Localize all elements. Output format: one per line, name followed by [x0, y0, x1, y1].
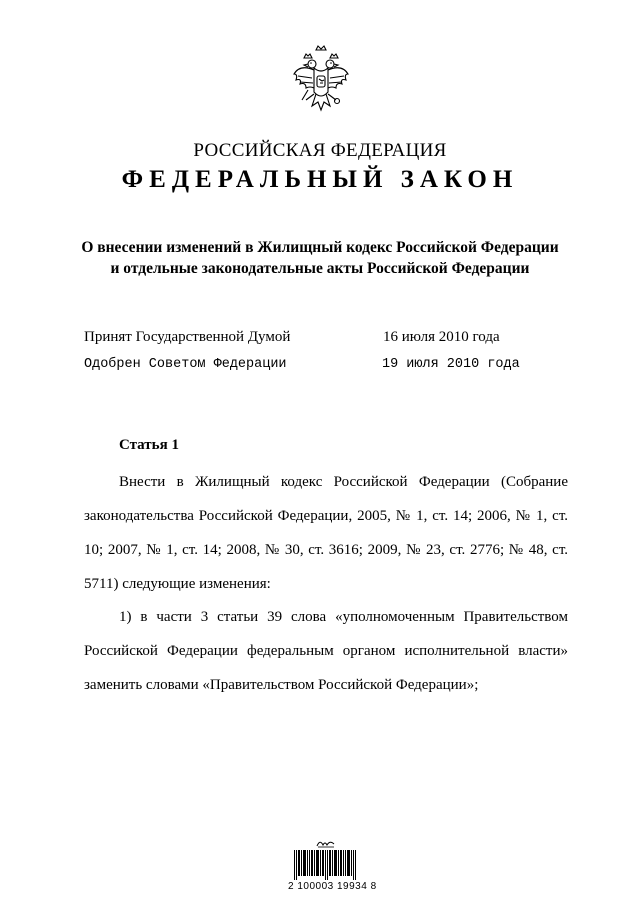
country-name: РОССИЙСКАЯ ФЕДЕРАЦИЯ [193, 140, 447, 161]
barcode-number: 2 100003 19934 8 [288, 881, 377, 892]
law-title-line-1: О внесении изменений в Жилищный кодекс Российской Федерации [81, 239, 559, 256]
duma-label: Принят Государственной Думой [84, 329, 291, 345]
law-title [60, 237, 580, 279]
document-barcode [288, 838, 377, 896]
law-type-heading: ФЕДЕРАЛЬНЫЙ ЗАКОН [121, 166, 519, 193]
duma-date: 16 июля 2010 года [383, 329, 500, 345]
law-title-line-2: и отдельные законодательные акты Российской Федерации [110, 260, 530, 277]
barcode-icon [294, 850, 358, 880]
council-date: 19 июля 2010 года [382, 357, 520, 372]
article-item-1-paragraph: 1) в части 3 статьи 39 слова «уполномоченным Правительством Российской Федерации федеральным органом исполнительной власти» заменить словами «Правительством Российской Федерации»; [84, 609, 568, 693]
council-label: Одобрен Советом Федерации [84, 357, 287, 372]
initials-mark-icon [316, 838, 336, 848]
article-heading: Статья 1 [119, 437, 179, 453]
article-intro-paragraph: Внести в Жилищный кодекс Российской Федерации (Собрание законодательства Российской Федерации, 2005, № 1, ст. 14; 2006, № 1, ст. 10; 2007, № 1, ст. 14; 2008, № 30, ст. 3616; 2009, № 23, ст. 2776; № 48, ст. 5711) следующие изменения: [84, 474, 568, 592]
coat-of-arms-icon [290, 44, 352, 128]
